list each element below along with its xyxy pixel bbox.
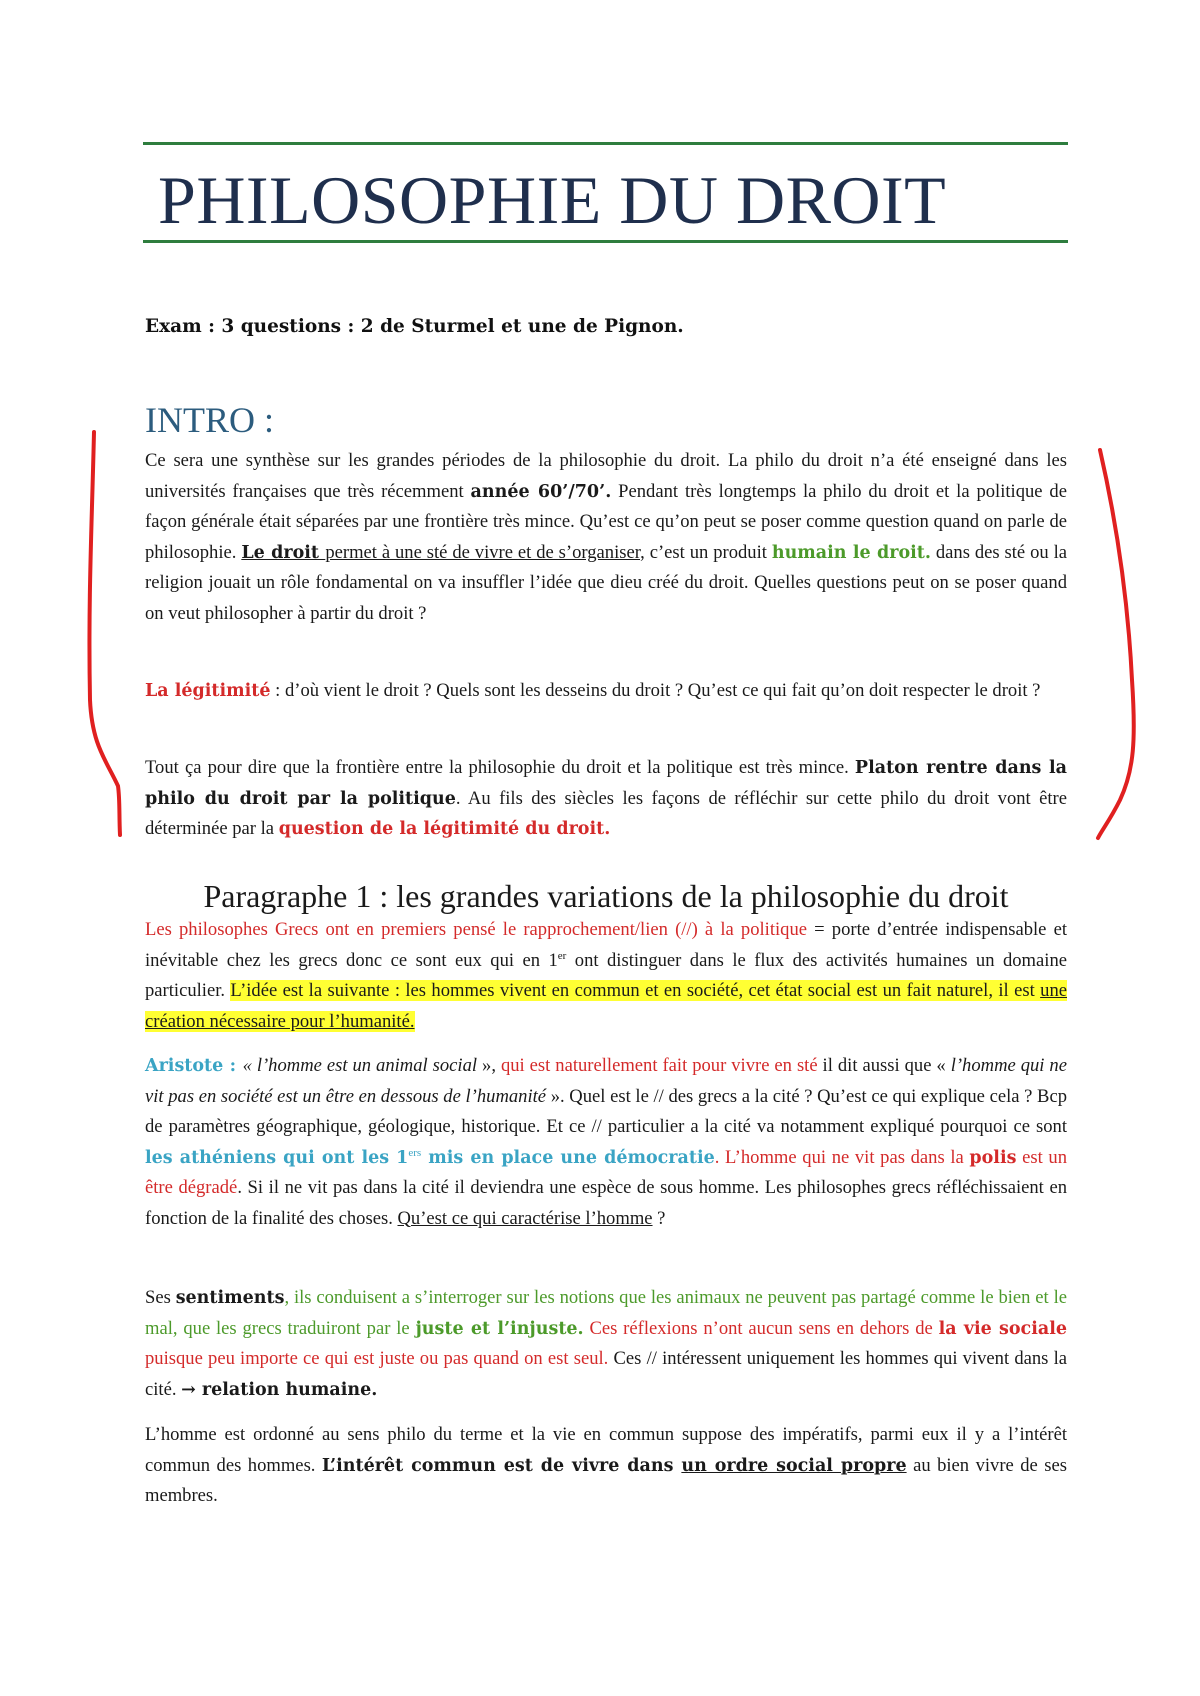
ordre-social-paragraph: L’homme est ordonné au sens philo du terme et la vie en commun suppose des impératifs, parmi eux il y a l’intérêt commun des hommes. L’intérêt commun est de vivre dans un ordre social propre au bien vivre de ses membres. <box>145 1424 1067 1506</box>
sentiments-paragraph: Ses sentiments, ils conduisent a s’interroger sur les notions que les animaux ne peuvent pas partagé comme le bien et le mal, que les grecs traduiront par le juste et l’injuste. Ces réflexions n’ont aucun sens en dehors de la vie sociale puisque peu importe ce qui est juste ou pas quand on est seul. Ces // intéressent uniquement les hommes qui vivent dans la cité. → relation humaine. <box>145 1287 1067 1400</box>
left-bracket-mark <box>89 432 120 835</box>
legitimacy-paragraph: La légitimité : d’où vient le droit ? Quels sont les desseins du droit ? Qu’est ce qui fait qu’on doit respecter le droit ? <box>145 680 1041 701</box>
greek-philosophers-paragraph: Les philosophes Grecs ont en premiers pensé le rapprochement/lien (//) à la politique = porte d’entrée indispensable et inévitable chez les grecs donc ce sont eux qui en 1er ont distinguer dans le flux des activités humaines un domaine particulier. L’idée est la suivante : les hommes vivent en commun et en société, cet état social est un fait naturel, il est une création nécessaire pour l’humanité. <box>145 919 1067 1032</box>
platon-paragraph: Tout ça pour dire que la frontière entre la philosophie du droit et la politique est très mince. Platon rentre dans la philo du droit par la politique. Au fils des siècles les façons de réfléchir sur cette philo du droit vont être déterminée par la question de la légitimité du droit. <box>145 757 1068 839</box>
aristote-paragraph: Aristote : « l’homme est un animal social », qui est naturellement fait pour vivre en sté il dit aussi que « l’homme qui ne vit pas en société est un être en dessous de l’humanité ». Quel est le // des grecs a la cité ? Qu’est ce qui explique cela ? Bcp de paramètres géographique, géologique, historique. Et ce // particulier a la cité va notamment expliqué pourquoi ce sont les athéniens qui ont les 1ers mis en place une démocratie. L’homme qui ne vit pas dans la polis est un être dégradé. Si il ne vit pas dans la cité il deviendra une espèce de sous homme. Les philosophes grecs réfléchissaient en fonction de la finalité des choses. Qu’est ce qui caractérise l’homme ? <box>145 1055 1068 1229</box>
paragraph-1-heading: Paragraphe 1 : les grandes variations de la philosophie du droit <box>203 878 1009 914</box>
intro-paragraph: Ce sera une synthèse sur les grandes périodes de la philosophie du droit. La philo du droit n’a été enseigné dans les universités françaises que très récemment année 60’/70’. Pendant très longtemps la philo du droit et la politique de façon générale était séparées par une frontière très mince. Qu’est ce qu’on peut se poser comme question quand on parle de philosophie. Le droit permet à une sté de vivre et de s’organiser, c’est un produit humain le droit. dans des sté ou la religion jouait un rôle fondamental on va insuffler l’idée que dieu créé du droit. Quelles questions peut on se poser quand on veut philosopher à partir du droit ? <box>145 450 1068 624</box>
exam-info: Exam : 3 questions : 2 de Sturmel et une de Pignon. <box>145 316 684 337</box>
document-title: PHILOSOPHIE DU DROIT <box>158 162 947 238</box>
intro-heading: INTRO : <box>145 400 274 440</box>
right-bracket-mark <box>1098 450 1134 838</box>
